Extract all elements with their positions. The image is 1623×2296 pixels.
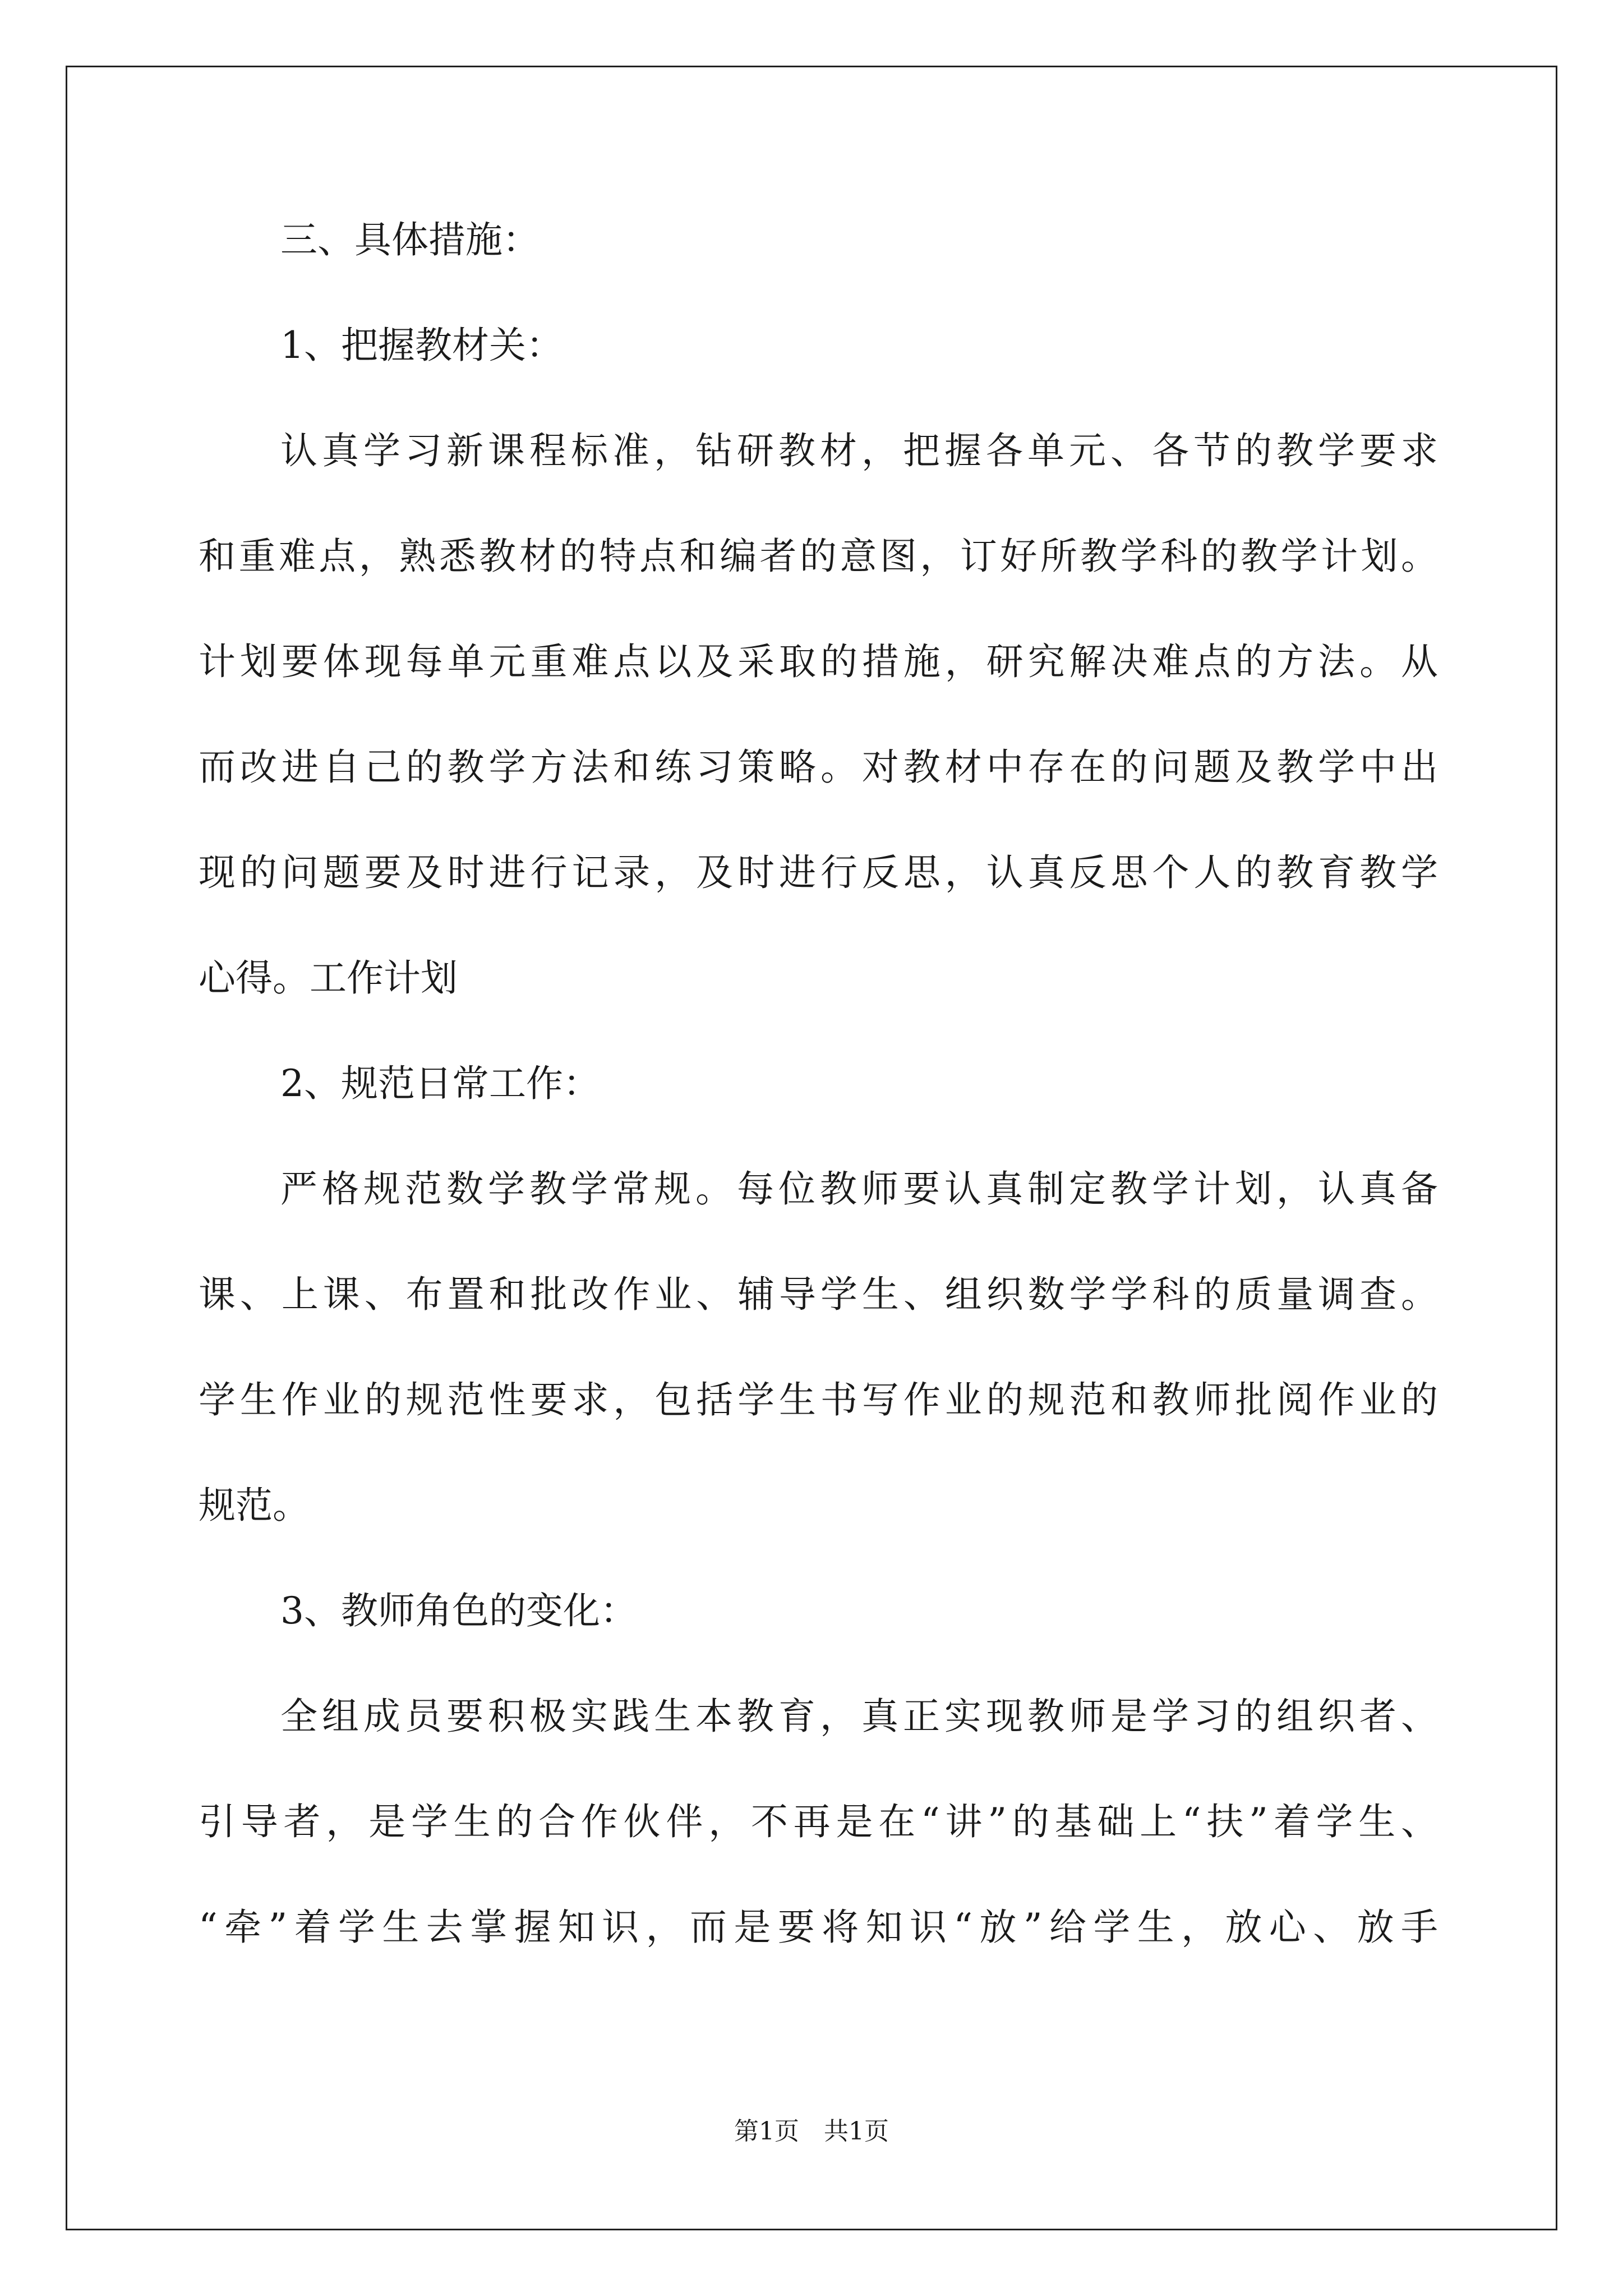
paragraph-line: 计划要体现每单元重难点以及采取的措施，研究解决难点的方法。从 [199,640,1438,683]
paragraph-line: 认真学习新课程标准，钻研教材，把握各单元、各节的教学要求 [280,429,1438,472]
paragraph-line: 引导者，是学生的合作伙伴，不再是在“讲”的基础上“扶”着学生、 [199,1800,1438,1843]
paragraph-line: 课、上课、布置和批改作业、辅导学生、组织数学学科的质量调查。 [199,1273,1438,1316]
item-heading-textbook: 1、把握教材关： [280,324,563,367]
paragraph-line: 严格规范数学教学常规。每位教师要认真制定教学计划，认真备 [280,1167,1438,1211]
section-heading: 三、具体措施： [280,218,540,261]
paragraph-line: 而改进自己的教学方法和练习策略。对教材中存在的问题及教学中出 [199,746,1438,789]
paragraph-line: 心得。工作计划 [199,956,458,1000]
item-heading-teacher-role: 3、教师角色的变化： [280,1589,637,1632]
paragraph-line: 规范。 [199,1484,310,1527]
paragraph-line: 全组成员要积极实践生本教育，真正实现教师是学习的组织者、 [280,1695,1438,1738]
page-number-footer: 第1页 共1页 [734,2117,889,2146]
paragraph-line: “牵”着学生去掌握知识，而是要将知识“放”给学生，放心、放手 [199,1906,1438,1949]
paragraph-line: 现的问题要及时进行记录，及时进行反思，认真反思个人的教育教学 [199,851,1438,894]
item-heading-routine: 2、规范日常工作： [280,1062,600,1105]
paragraph-line: 学生作业的规范性要求，包括学生书写作业的规范和教师批阅作业的 [199,1378,1438,1421]
paragraph-line: 和重难点，熟悉教材的特点和编者的意图，订好所教学科的教学计划。 [199,535,1438,578]
